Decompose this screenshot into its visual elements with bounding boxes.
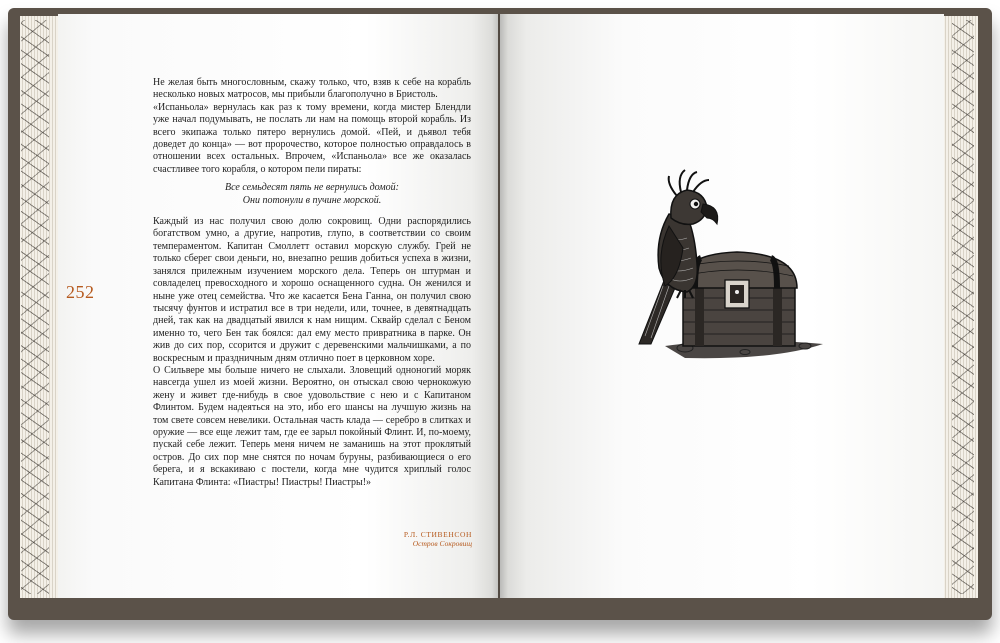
verse <box>153 182 471 207</box>
parrot-on-treasure-chest-icon <box>625 168 835 368</box>
paragraph: Каждый из нас получил свою долю сокровищ. Одни распорядились богатством умно, а другие, напротив, глупо, в соответствии со своим темпераментом. Капитан Смоллетт оставил морскую службу. Грей не только сберег свои деньги, но, внезапно решив добиться успеха в жизни, занялся прилежным изучением морского дела. Теперь он штурман и совладелец превосходного и хорошо оснащенного судна. Он женился и ныне уже отец семейства. Что же касается Бена Ганна, он получил свою тысячу фунтов и истратил все в три недели, или, точнее, в девятнадцать дней, так как на двадцатый явился к нам нищим. Сквайр сделал с Беном именно то, чего Бен так боялся: дал ему место привратника в парке. Он жив до сих пор, ссорится и дружит с деревенскими мальчишками, а по воскресным и праздничным дням отлично поет в церковном хоре. <box>153 216 471 364</box>
paragraph: «Испаньола» вернулась как раз к тому времени, когда мистер Блендли уже начал подумывать, не послать ли нам на помощь второй корабль. Из всего экипажа только пятеро вернулись домой. «Пей, и дьявол тебя доведет до конца» — вот пророчество, которое полностью оправдалось в отношении всех остальных. Впрочем, «Испаньола» все же оказалась счастливее того корабля, о котором пели пираты: <box>153 101 471 175</box>
footer-author: Р.Л. СТИВЕНСОН <box>403 530 472 539</box>
running-footer <box>372 530 472 548</box>
body-text <box>153 77 471 489</box>
paragraph: О Сильвере мы больше ничего не слыхали. Зловещий одноногий моряк навсегда ушел из моей жизни. Вероятно, он отыскал свою чернокожую жену и живет где-нибудь в свое удовольствие с нею и с Капитаном Флинтом. Будем надеяться на это, ибо его шансы на лучшую жизнь на том свете совсем невелики. Остальная часть клада — серебро в слитках и оружие — все еще лежит там, где ее зарыл покойный Флинт. И, по-моему, пускай себе лежит. Теперь меня ничем не заманишь на этот проклятый остров. До сих пор мне снятся по ночам буруны, разбивающиеся о его берега, и я вскакиваю с постели, когда мне чудится хриплый голос Капитана Флинта: «Пиастры! Пиастры! Пиастры!» <box>153 364 471 488</box>
book-spine <box>492 14 508 598</box>
verse-line: Они потонули в пучине морской. <box>242 194 382 206</box>
verse-line: Все семьдесят пять не вернулись домой: <box>224 182 400 194</box>
footer-title: Остров Сокровищ <box>412 539 472 548</box>
endpaper-pattern-right <box>952 20 974 594</box>
paragraph: Не желая быть многословным, скажу только, что, взяв к себе на корабль несколько новых матросов, мы прибыли благополучно в Бристоль. <box>153 77 471 101</box>
endpaper-pattern-left <box>21 20 49 594</box>
page-number: 252 <box>66 282 95 302</box>
